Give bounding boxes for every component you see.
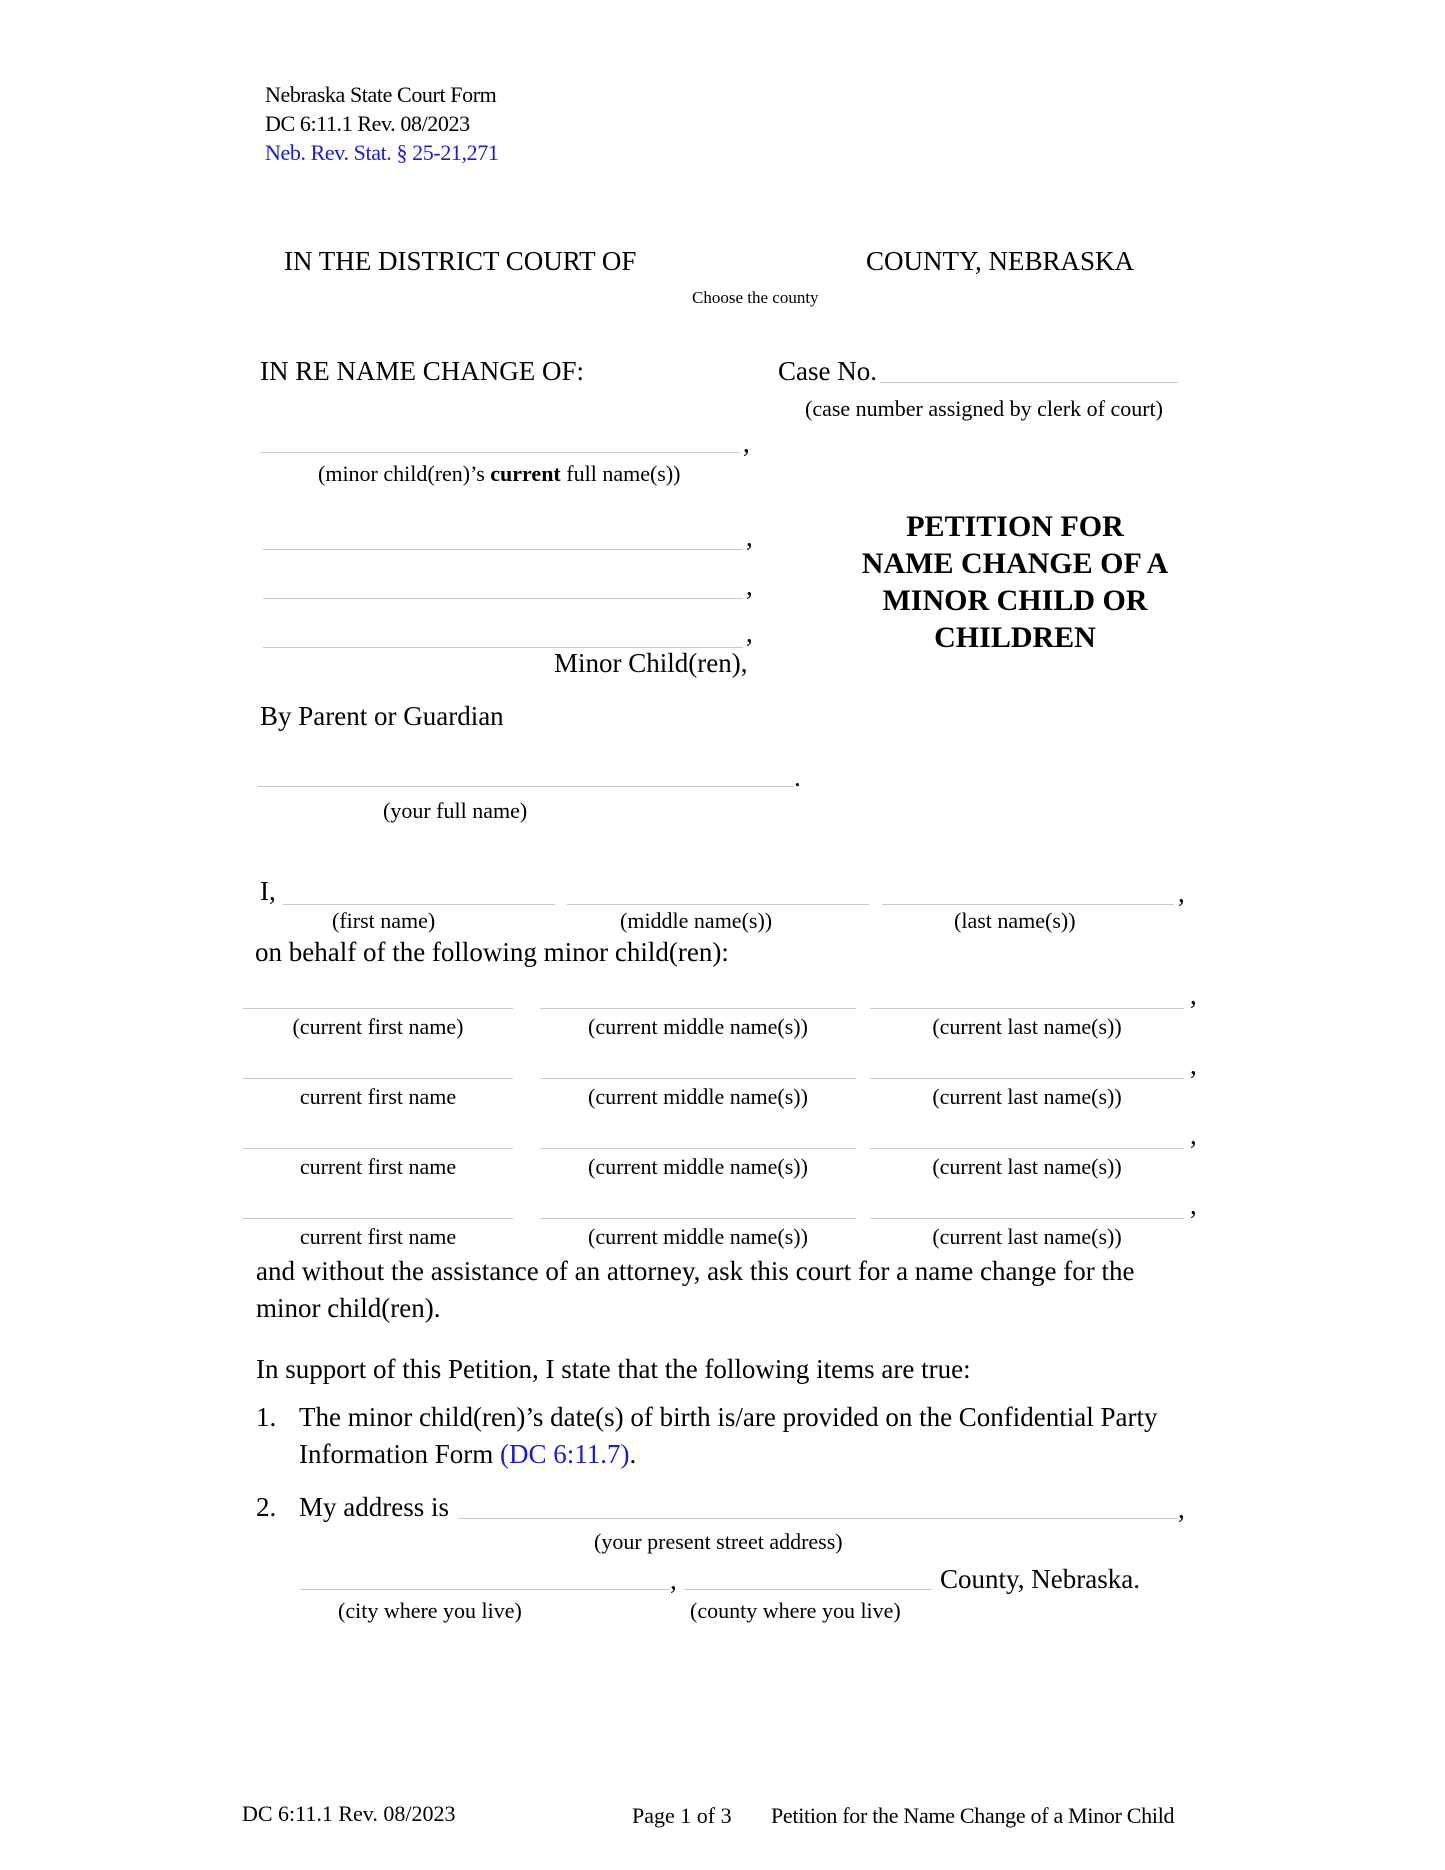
child-row [0,1120,1445,1200]
court-prefix: IN THE DISTRICT COURT OF [284,246,637,276]
child-middle-field[interactable] [540,1052,860,1080]
comma: , [746,618,753,648]
court-suffix: COUNTY, NEBRASKA [866,246,1135,276]
comma: , [1190,980,1197,1010]
i-prefix: I, [260,876,276,906]
county-hint: Choose the county [692,288,819,307]
document-title: PETITION FOR NAME CHANGE OF A MINOR CHILD OR CHILDREN [861,510,1169,654]
child-middle-hint: (current middle name(s)) [588,1224,808,1249]
child-row [0,980,1445,1060]
form-name: Nebraska State Court Form [265,82,497,107]
item2-label: My address is [299,1492,449,1522]
child-first-hint: current first name [299,1224,457,1249]
child-last-field[interactable] [870,982,1188,1010]
dc-6-11-7-link[interactable]: (DC 6:11.7) [499,1439,630,1469]
petitioner-middle-field[interactable] [567,878,873,908]
county-hint: (county where you live) [690,1598,901,1623]
item2-number: 2. [256,1492,277,1522]
comma: , [743,428,750,458]
street-address-field[interactable] [458,1492,1182,1522]
child-first-field[interactable] [243,1192,517,1220]
child-first-hint: (current first name) [292,1014,464,1039]
item1-number: 1. [256,1402,277,1432]
petitioner-first-field[interactable] [283,878,559,908]
current-names-hint: (minor child(ren)’s current full name(s)) [318,461,681,486]
para1-line2: minor child(ren). [256,1293,441,1323]
comma: , [1190,1050,1197,1080]
child-first-hint: current first name [299,1084,457,1109]
comma: , [670,1565,677,1595]
comma: , [1190,1190,1197,1220]
child-last-field[interactable] [870,1192,1188,1220]
para1-line1: and without the assistance of an attorney, ask this court for a name change for the [256,1256,1135,1286]
in-re-label: IN RE NAME CHANGE OF: [260,356,584,386]
county-field[interactable] [684,1563,936,1593]
comma: , [1178,878,1185,908]
by-parent-label: By Parent or Guardian [260,701,504,731]
comma: , [746,522,753,552]
child-middle-hint: (current middle name(s)) [588,1154,808,1179]
middle-name-hint: (middle name(s)) [620,908,773,933]
child-middle-field[interactable] [540,982,860,1010]
footer-title: Petition for the Name Change of a Minor Child [771,1803,1175,1828]
petitioner-last-field[interactable] [882,878,1178,908]
child-last-hint: (current last name(s)) [932,1084,1122,1109]
period: . [794,762,801,792]
statute-link[interactable]: Neb. Rev. Stat. § 25-21,271 [265,140,499,165]
child-last-field[interactable] [870,1122,1188,1150]
current-name-field-2[interactable] [263,523,747,553]
support-statement: In support of this Petition, I state that the following items are true: [256,1354,971,1384]
on-behalf-label: on behalf of the following minor child(ren): [255,937,729,967]
street-address-hint: (your present street address) [594,1529,843,1554]
child-middle-field[interactable] [540,1192,860,1220]
child-last-field[interactable] [870,1052,1188,1080]
child-first-field[interactable] [243,982,517,1010]
child-last-hint: (current last name(s)) [932,1014,1122,1039]
case-no-hint: (case number assigned by clerk of court) [805,396,1163,421]
current-name-field-4[interactable] [263,621,747,651]
city-field[interactable] [300,1563,674,1593]
city-hint: (city where you live) [338,1598,522,1623]
case-no-label: Case No. [778,356,877,386]
current-name-field-3[interactable] [263,572,747,602]
child-middle-field[interactable] [540,1122,860,1150]
child-first-hint: current first name [299,1154,457,1179]
comma: , [1190,1120,1197,1150]
county-select-field[interactable] [665,246,859,280]
comma: , [746,571,753,601]
parent-name-field[interactable] [258,760,798,790]
child-row [0,1050,1445,1130]
item1-line2: Information Form (DC 6:11.7). [299,1439,637,1469]
item1-line1: The minor child(ren)’s date(s) of birth is/are provided on the Confidential Party [299,1402,1158,1432]
current-name-field-1[interactable] [260,426,744,456]
child-last-hint: (current last name(s)) [932,1224,1122,1249]
last-name-hint: (last name(s)) [954,908,1076,933]
form-id: DC 6:11.1 Rev. 08/2023 [265,111,470,136]
footer-form-id: DC 6:11.1 Rev. 08/2023 [242,1801,456,1826]
case-no-field[interactable] [880,356,1182,386]
comma: , [1178,1494,1185,1524]
child-last-hint: (current last name(s)) [932,1154,1122,1179]
minor-children-label: Minor Child(ren), [554,648,748,678]
county-nebraska-label: County, Nebraska. [940,1564,1140,1594]
children-table [0,980,1445,1270]
footer-page-number: Page 1 of 3 [632,1803,732,1828]
child-first-field[interactable] [243,1122,517,1150]
child-middle-hint: (current middle name(s)) [588,1014,808,1039]
child-middle-hint: (current middle name(s)) [588,1084,808,1109]
your-full-name-hint: (your full name) [383,798,528,823]
child-first-field[interactable] [243,1052,517,1080]
first-name-hint: (first name) [332,908,436,933]
